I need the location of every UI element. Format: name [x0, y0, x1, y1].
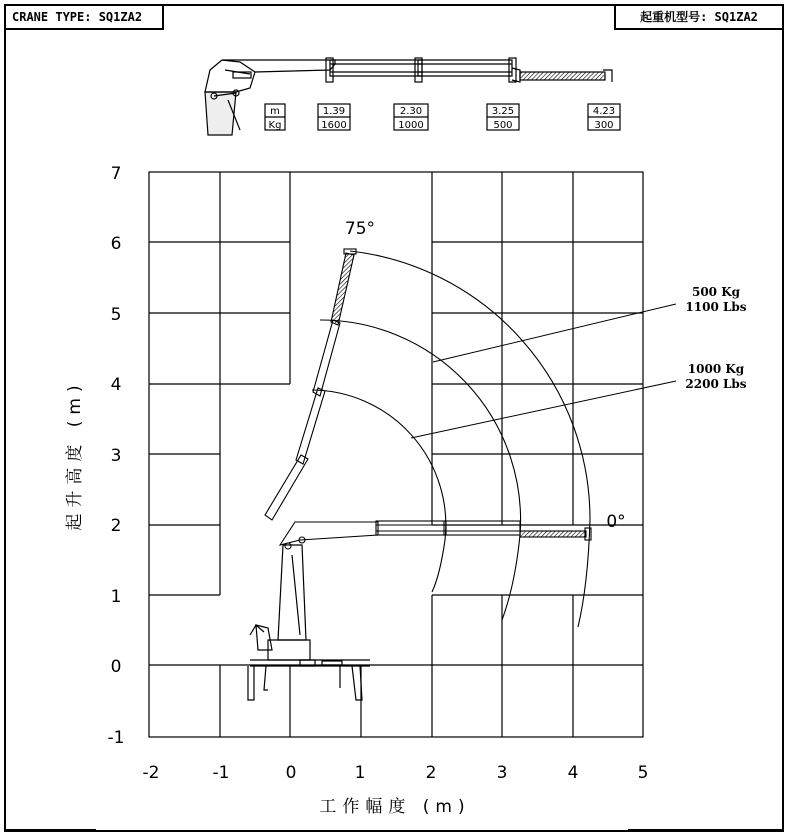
load-table [265, 104, 620, 130]
x-tick: 4 [567, 763, 579, 783]
y-tick: 0 [110, 657, 122, 677]
x-tick: -2 [142, 763, 160, 783]
radius-cell: 2.30 [399, 106, 423, 117]
y-tick: 6 [110, 234, 122, 254]
y-axis-ticks [108, 164, 125, 748]
y-tick: -1 [107, 728, 125, 748]
radius-cell: 3.25 [491, 106, 515, 117]
plot-grid [149, 172, 643, 737]
y-tick: 1 [110, 587, 122, 607]
working-range-arcs [312, 251, 590, 627]
unit-kg: Kg [268, 120, 282, 131]
y-tick: 5 [110, 305, 122, 325]
angle-label-75: 75° [344, 219, 376, 239]
x-tick: 3 [496, 763, 508, 783]
crane-type-cn: 起重机型号: SQ1ZA2 [614, 4, 784, 30]
radius-cell: 4.23 [592, 106, 616, 117]
unit-m: m [270, 106, 280, 117]
y-tick: 3 [110, 446, 122, 466]
y-axis-title: 起升高度 (m) [65, 379, 85, 531]
x-axis-ticks [143, 763, 649, 783]
y-tick: 4 [110, 375, 122, 395]
x-axis-title: 工作幅度 (m) [319, 797, 471, 817]
annotation-2200lbs: 2200 Lbs [685, 377, 747, 391]
load-cell: 500 [493, 120, 513, 131]
annotation-500kg: 500 Kg [691, 285, 741, 299]
leader-lines [411, 304, 676, 438]
x-tick: 2 [425, 763, 437, 783]
y-tick: 7 [110, 164, 122, 184]
load-cell: 1600 [321, 120, 347, 131]
x-tick: -1 [212, 763, 230, 783]
x-tick: 1 [354, 763, 366, 783]
load-cell: 1000 [398, 120, 424, 131]
load-cell: 300 [594, 120, 614, 131]
y-tick: 2 [110, 516, 122, 536]
crane-base [248, 545, 370, 700]
x-tick: 0 [285, 763, 297, 783]
crane-type-en: CRANE TYPE: SQ1ZA2 [4, 4, 164, 30]
x-tick: 5 [637, 763, 649, 783]
angle-label-0: 0° [606, 512, 626, 532]
annotation-1000kg: 1000 Kg [687, 362, 745, 376]
annotation-1100lbs: 1100 Lbs [685, 300, 747, 314]
radius-cell: 1.39 [322, 106, 346, 117]
